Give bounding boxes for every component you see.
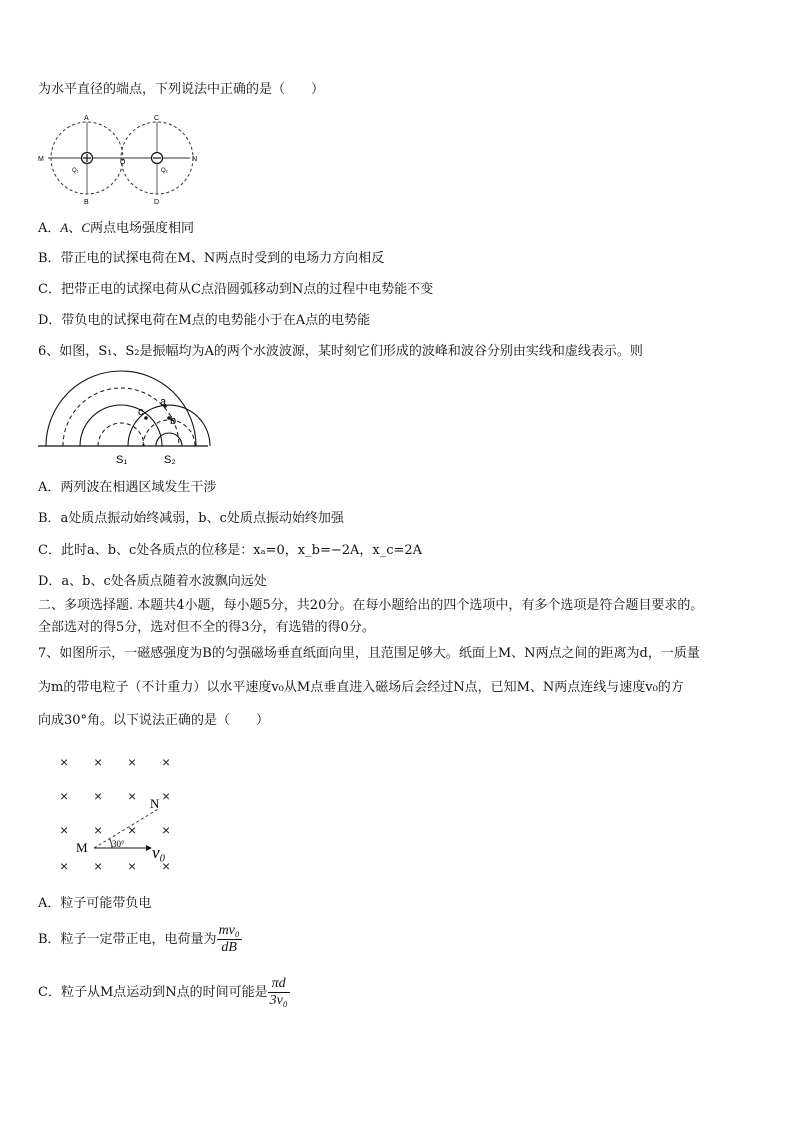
- q7-stem-line3: 向成30°角。以下说法正确的是（ ）: [38, 713, 270, 728]
- cross-icon: ×: [128, 858, 137, 874]
- q7-option-b: B．粒子一定带正电，电荷量为 $\frac{\text{mv₀}}{dB}$: [38, 923, 240, 955]
- q5-option-b: B．带正电的试探电荷在M、N两点时受到的电场力方向相反: [38, 251, 385, 266]
- label-d: D: [154, 199, 160, 206]
- cross-icon: ×: [162, 822, 171, 838]
- q5-option-a: A．A、C两点电场强度相同: [38, 220, 195, 236]
- cross-icon: ×: [162, 858, 171, 874]
- label-s1: S₁: [116, 454, 128, 466]
- label-v0: v₀: [152, 843, 166, 862]
- cross-icon: ×: [94, 788, 103, 804]
- cross-icon: ×: [94, 858, 103, 874]
- q5-option-d: D．带负电的试探电荷在M点的电势能小于在A点的电势能: [38, 313, 371, 328]
- label-a: A: [84, 115, 89, 122]
- label-s2: S₂: [164, 454, 176, 466]
- q6-option-b: B．a处质点振动始终减弱，b、c处质点振动始终加强: [38, 511, 344, 526]
- cross-icon: ×: [60, 858, 69, 874]
- fraction-charge: $\frac{\text{mv₀}}{dB}$: [218, 923, 240, 955]
- s1-crest-inner: [80, 405, 162, 446]
- q7-option-c: C．粒子从M点运动到N点的时间可能是 $\frac{\pi d}{\text{3v₀}}$: [38, 976, 288, 1008]
- label-n: N: [150, 796, 160, 811]
- cross-icon: ×: [162, 788, 171, 804]
- cross-icon: ×: [94, 822, 103, 838]
- label-b: b: [170, 415, 177, 427]
- label-q1: Q₁: [72, 168, 79, 174]
- point-c: [144, 416, 148, 420]
- cross-icon: ×: [94, 754, 103, 770]
- cross-icon: ×: [162, 754, 171, 770]
- section2-line1: 二、多项选择题. 本题共4小题，每小题5分，共20分。在每小题给出的四个选项中，有多个选项是符合题目要求的。: [38, 598, 704, 613]
- label-m: M: [38, 156, 44, 163]
- section2-line2: 全部选对的得5分，选对但不全的得3分，有选错的得0分。: [38, 620, 375, 635]
- s1-crest-outer: [46, 371, 196, 446]
- cross-icon: ×: [128, 754, 137, 770]
- cross-icon: ×: [60, 822, 69, 838]
- q6-figure: [36, 368, 212, 468]
- q7-option-a: A．粒子可能带负电: [38, 896, 152, 911]
- label-n: N: [192, 156, 198, 163]
- label-o: O: [120, 159, 126, 166]
- cross-icon: ×: [60, 788, 69, 804]
- q7-stem-line2: 为m的带电粒子（不计重力）以水平速度v₀从M点垂直进入磁场后会经过N点，已知M、N两点连线与速度v₀的方: [38, 680, 684, 695]
- mn-dashed-line: [94, 808, 160, 848]
- q5-option-c: C．把带正电的试探电荷从C点沿圆弧移动到N点的过程中电势能不变: [38, 282, 434, 297]
- label-c: c: [138, 406, 144, 418]
- q5-figure: [36, 112, 208, 206]
- s1-trough-inner: [98, 423, 144, 446]
- q7-figure: [54, 748, 204, 878]
- q6-option-a: A．两列波在相遇区域发生干涉: [38, 480, 217, 495]
- q7-stem-line1: 7、如图所示，一磁感强度为B的匀强磁场垂直纸面向里，且范围足够大。纸面上M、N两点之间的距离为d，一质量: [38, 646, 700, 661]
- q6-option-c: C．此时a、b、c处各质点的位移是：xₐ=0，x_b=−2A，x_c=2A: [38, 543, 423, 558]
- q6-option-d: D．a、b、c处各质点随着水波飘向远处: [38, 574, 267, 589]
- label-c: C: [154, 115, 160, 122]
- q6-stem: 6、如图，S₁、S₂是振幅均为A的两个水波波源，某时刻它们形成的波峰和波谷分别由实线和虚线表示。则: [38, 344, 643, 359]
- label-b: B: [84, 199, 89, 206]
- cross-icon: ×: [60, 754, 69, 770]
- cross-icon: ×: [128, 822, 137, 838]
- label-m: M: [76, 840, 88, 855]
- cross-icon: ×: [128, 788, 137, 804]
- q5-stem: 为水平直径的端点，下列说法中正确的是（ ）: [38, 82, 325, 97]
- label-angle: 30°: [112, 839, 125, 849]
- fraction-time: $\frac{\pi d}{\text{3v₀}}$: [269, 976, 288, 1008]
- label-a: a: [160, 396, 167, 408]
- label-q2: Q₂: [161, 168, 168, 174]
